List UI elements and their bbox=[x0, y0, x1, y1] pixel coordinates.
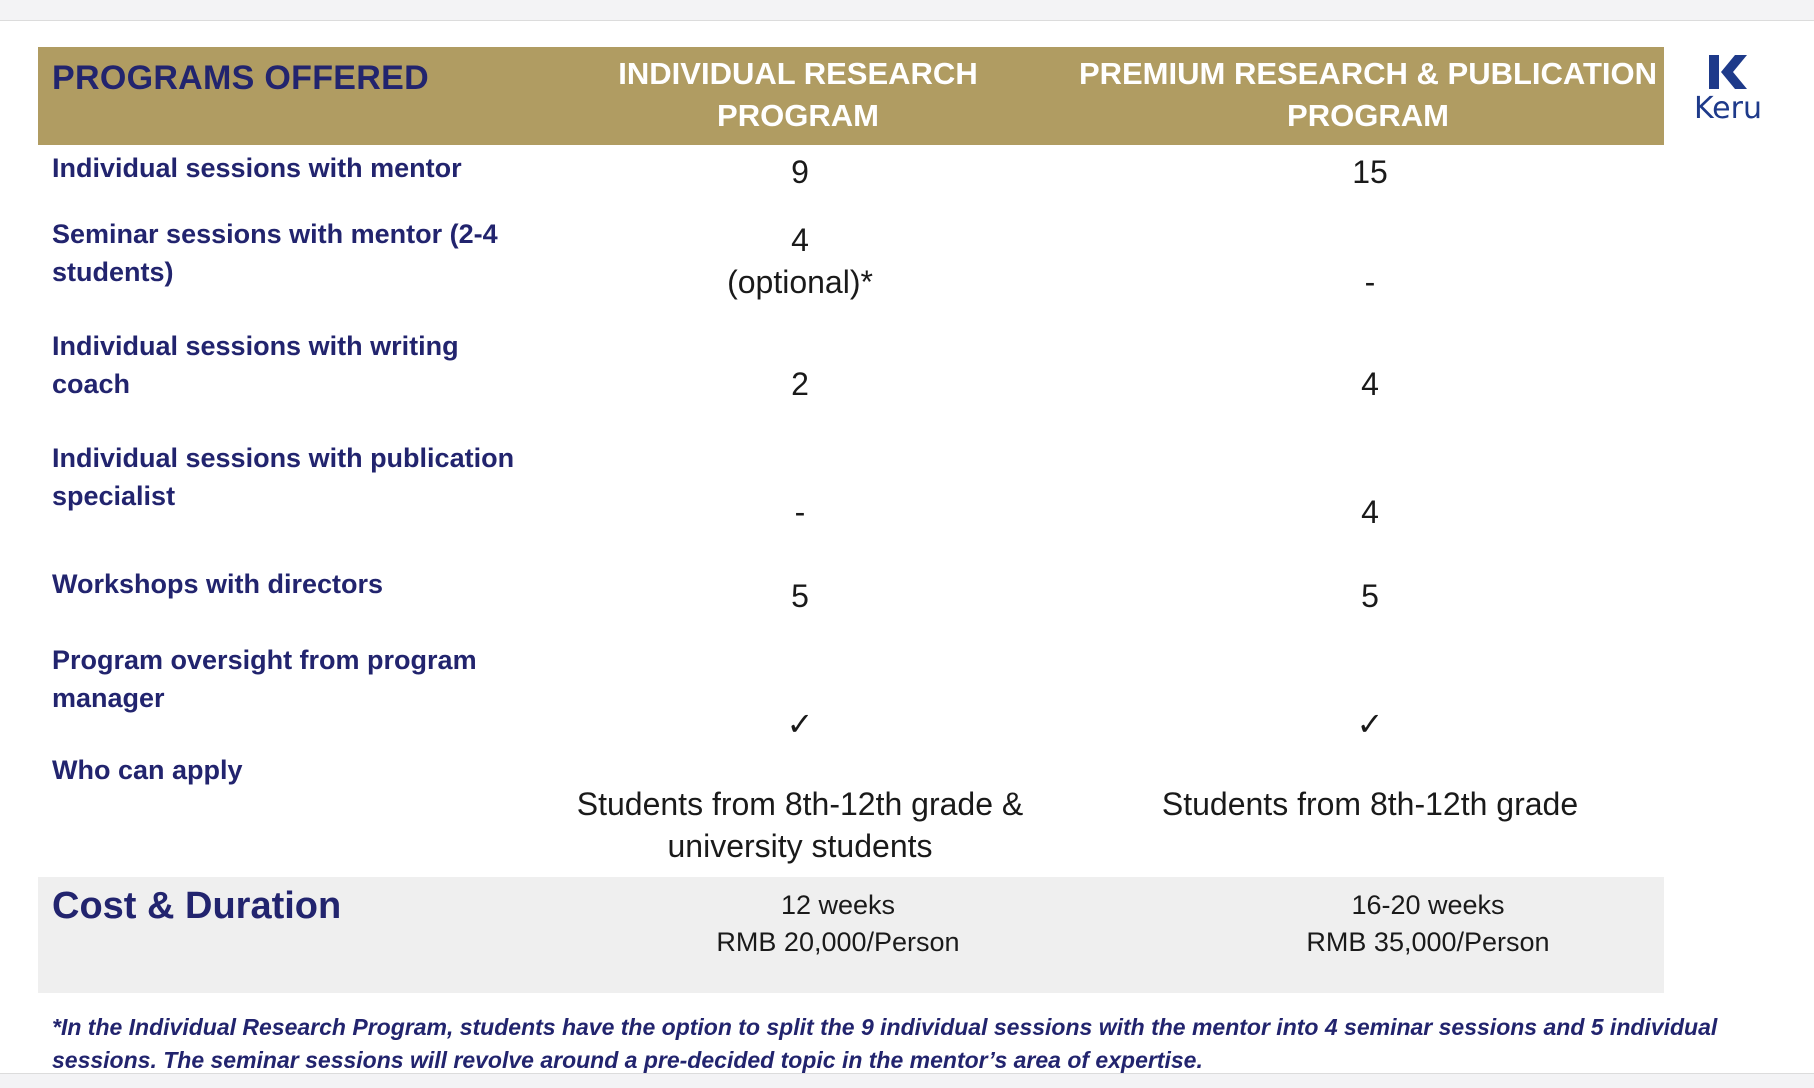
individual-duration: 12 weeks bbox=[780, 890, 896, 920]
cost-individual bbox=[578, 887, 1098, 961]
cell-individual-workshops: 5 bbox=[791, 578, 809, 614]
row-label-mentor-sessions: Individual sessions with mentor bbox=[52, 153, 462, 183]
cost-duration-row bbox=[38, 877, 1664, 993]
cell-individual-publication-specialist: - bbox=[794, 494, 806, 530]
keru-logo bbox=[1680, 55, 1776, 135]
slide bbox=[0, 20, 1814, 1074]
cost-premium bbox=[1158, 887, 1698, 961]
keru-logo-text: Keru bbox=[1694, 91, 1762, 126]
individual-price: RMB 20,000/Person bbox=[716, 927, 960, 957]
row-label-program-oversight: Program oversight from program manager bbox=[52, 645, 477, 713]
table-header bbox=[38, 47, 1664, 145]
row-label-workshops: Workshops with directors bbox=[52, 569, 384, 599]
cell-premium-eligibility: Students from 8th-12th grade bbox=[1161, 786, 1579, 822]
cell-premium-workshops: 5 bbox=[1361, 578, 1379, 614]
cell-premium-seminar-sessions: - bbox=[1364, 264, 1376, 300]
premium-program-heading: PREMIUM RESEARCH & PUBLICATION PROGRAM bbox=[1078, 56, 1658, 133]
row-label-who-can-apply: Who can apply bbox=[52, 755, 243, 785]
cell-individual-eligibility: Students from 8th-12th grade & university students bbox=[576, 786, 1024, 864]
row-label-writing-coach: Individual sessions with writing coach bbox=[52, 331, 459, 399]
programs-offered-heading: PROGRAMS OFFERED bbox=[52, 59, 429, 97]
cell-premium-mentor-sessions: 15 bbox=[1352, 154, 1388, 190]
cell-individual-mentor-sessions: 9 bbox=[791, 154, 809, 190]
row-label-seminar-sessions: Seminar sessions with mentor (2-4 students) bbox=[52, 219, 498, 287]
premium-duration: 16-20 weeks bbox=[1351, 890, 1505, 920]
cell-individual-seminar-sessions: 4 (optional)* bbox=[727, 222, 873, 300]
premium-price: RMB 35,000/Person bbox=[1306, 927, 1550, 957]
cell-individual-writing-coach: 2 bbox=[791, 366, 809, 402]
cost-duration-label: Cost & Duration bbox=[52, 885, 342, 927]
cell-premium-oversight-check: ✓ bbox=[1356, 706, 1384, 742]
footnote: *In the Individual Research Program, students have the option to split the 9 individual sessions with the mentor into 4 seminar sessions and 5 individual sessions. The seminar sessions will revolve around a pre-decided topic in the mentor’s area of expertise. bbox=[52, 1014, 1718, 1073]
keru-k-logo-icon bbox=[1709, 55, 1747, 89]
cell-premium-writing-coach: 4 bbox=[1361, 366, 1379, 402]
row-label-publication-specialist: Individual sessions with publication specialist bbox=[52, 443, 515, 511]
cell-individual-oversight-check: ✓ bbox=[786, 706, 814, 742]
cell-premium-publication-specialist: 4 bbox=[1361, 494, 1379, 530]
individual-program-heading: INDIVIDUAL RESEARCH PROGRAM bbox=[618, 56, 978, 133]
